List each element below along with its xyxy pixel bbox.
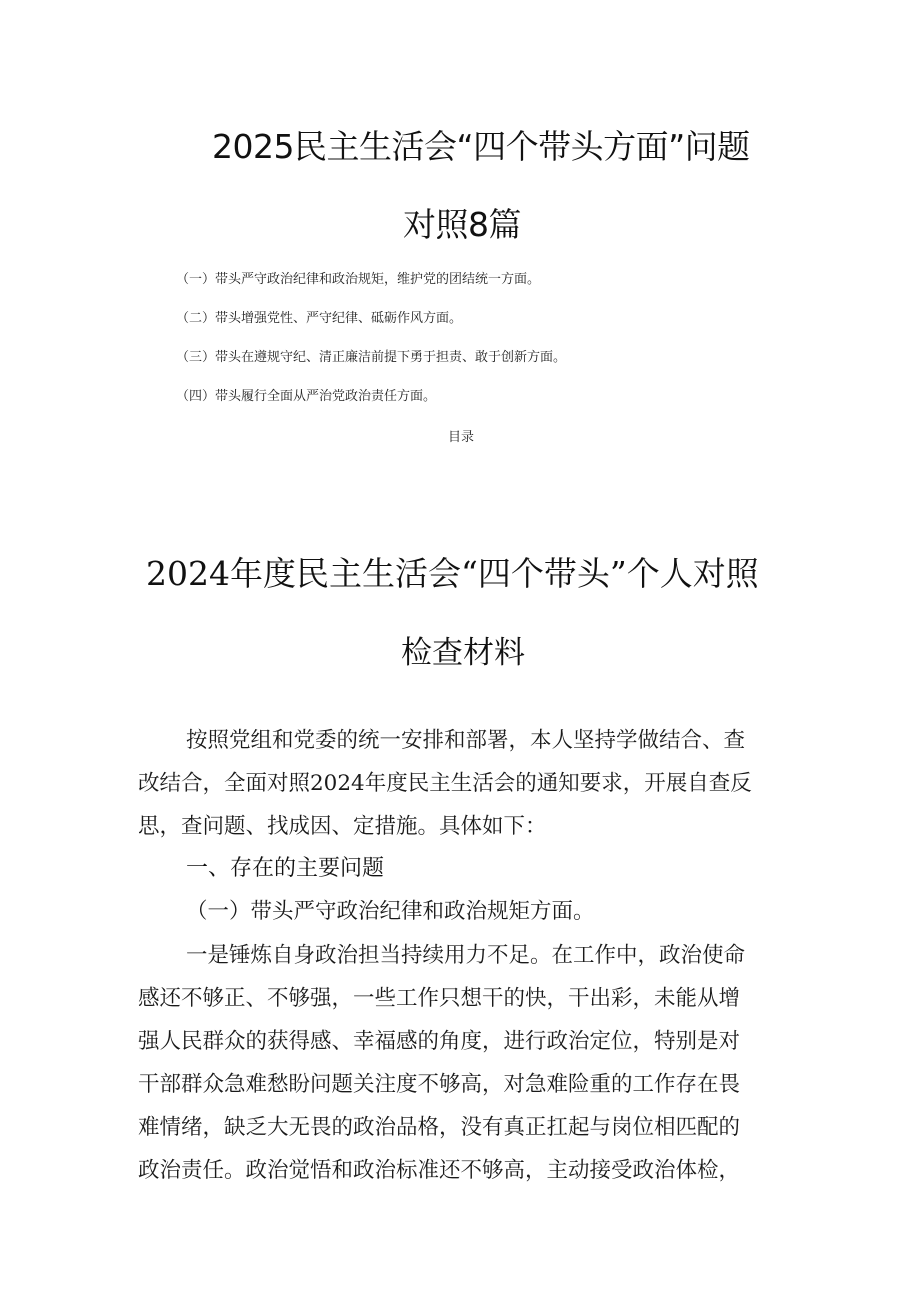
section-heading: 一、存在的主要问题 xyxy=(186,856,385,881)
body-line: 感还不够正、不够强，一些工作只想干的快，干出彩，未能从增 xyxy=(138,986,741,1011)
body-line: 强人民群众的获得感、幸福感的角度，进行政治定位，特别是对 xyxy=(138,1029,741,1054)
toc-heading: 目录 xyxy=(448,430,475,445)
toc-item[interactable]: （二）带头增强党性、严守纪律、砥砺作风方面。 xyxy=(176,311,463,326)
body-line: 干部群众急难愁盼问题关注度不够高，对急难险重的工作存在畏 xyxy=(138,1072,741,1097)
body-line: 政治责任。政治觉悟和政治标准还不够高，主动接受政治体检， xyxy=(138,1158,741,1183)
article-title-line2: 检查材料 xyxy=(401,635,525,671)
subsection-heading: （一）带头严守政治纪律和政治规矩方面。 xyxy=(186,899,595,924)
document-title-line1: 2025民主生活会“四个带头方面”问题 xyxy=(212,127,750,166)
article-title-line1: 2024年度民主生活会“四个带头”个人对照 xyxy=(146,554,759,593)
intro-line: 改结合，全面对照2024年度民主生活会的通知要求，开展自查反 xyxy=(138,771,752,796)
body-line: 一是锤炼自身政治担当持续用力不足。在工作中，政治使命 xyxy=(186,943,746,968)
toc-item[interactable]: （一）带头严守政治纪律和政治规矩，维护党的团结统一方面。 xyxy=(176,272,541,287)
toc-item[interactable]: （三）带头在遵规守纪、清正廉洁前提下勇于担责、敢于创新方面。 xyxy=(176,350,567,365)
toc-item[interactable]: （四）带头履行全面从严治党政治责任方面。 xyxy=(176,389,437,404)
intro-line: 思，查问题、找成因、定措施。具体如下： xyxy=(138,814,547,839)
body-line: 难情绪，缺乏大无畏的政治品格，没有真正扛起与岗位相匹配的 xyxy=(138,1115,741,1140)
intro-line: 按照党组和党委的统一安排和部署，本人坚持学做结合、查 xyxy=(186,728,746,753)
document-title-line2: 对照8篇 xyxy=(403,205,521,244)
